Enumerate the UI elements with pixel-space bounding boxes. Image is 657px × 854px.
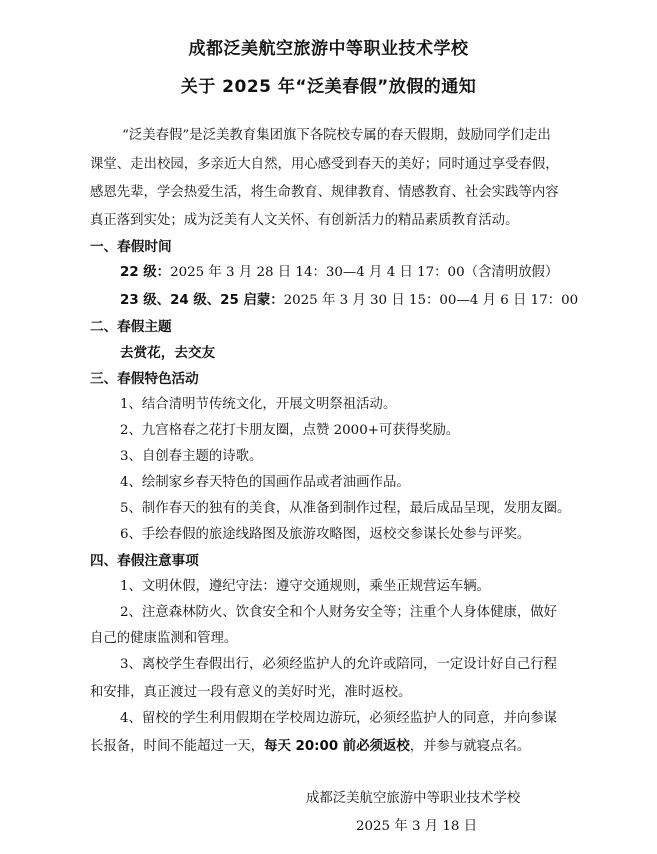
activity-item-1: 1、结合清明节传统文化，开展文明祭祖活动。	[120, 397, 397, 412]
note-item-3-line-2: 和安排，真正渡过一段有意义的美好时光，准时返校。	[90, 685, 412, 700]
note-item-2-line-1: 2、注意森林防火、饮食安全和个人财务安全等；注重个人身体健康，做好	[120, 605, 558, 620]
note-item-4-text-post: ，并参与就寝点名。	[409, 739, 531, 754]
signature-org: 成都泛美航空旅游中等职业技术学校	[306, 791, 521, 806]
activity-item-3: 3、自创春主题的诗歌。	[120, 449, 263, 464]
title-school: 成都泛美航空旅游中等职业技术学校	[188, 39, 469, 59]
intro-line-1: “泛美春假”是泛美教育集团旗下各院校专属的春天假期，鼓励同学们走出	[122, 128, 551, 143]
schedule-label-23-24-25: 23 级、24 级、25 启蒙：	[120, 293, 284, 308]
note-item-4-deadline: 每天 20:00 前必须返校	[264, 739, 410, 754]
section-heading-activities: 三、春假特色活动	[90, 371, 199, 387]
activity-item-6: 6、手绘春假的旅途线路图及旅游攻略图，返校交参谋长处参与评奖。	[120, 527, 531, 542]
activity-item-4: 4、绘制家乡春天特色的国画作品或者油画作品。	[120, 475, 410, 490]
section-heading-time: 一、春假时间	[90, 239, 172, 255]
section-heading-notes: 四、春假注意事项	[90, 553, 199, 569]
intro-line-2: 课堂、走出校园，多亲近大自然，用心感受到春天的美好；同时通过享受春假，	[90, 157, 559, 172]
signature-date: 2025 年 3 月 18 日	[356, 819, 478, 834]
note-item-4-text-pre: 长报备，时间不能超过一天，	[90, 739, 265, 754]
note-item-4-line-1: 4、留校的学生利用假期在学校周边游玩，必须经监护人的同意，并向参谋	[120, 711, 558, 726]
schedule-label-22: 22 级：	[120, 265, 171, 280]
title-notice: 关于 2025 年“泛美春假”放假的通知	[180, 77, 477, 97]
activity-item-5: 5、制作春天的独有的美食，从准备到制作过程，最后成品呈现，发朋友圈。	[120, 501, 571, 516]
section-heading-theme: 二、春假主题	[90, 319, 172, 335]
intro-line-3: 感恩先辈，学会热爱生活，将生命教育、规律教育、情感教育、社会实践等内容	[90, 185, 559, 200]
note-item-4-line-2	[90, 738, 530, 756]
note-item-3-line-1: 3、离校学生春假出行，必须经监护人的允许或陪同，一定设计好自己行程	[120, 657, 558, 672]
schedule-row-22	[120, 264, 558, 282]
note-item-2-line-2: 自己的健康监测和管理。	[90, 631, 238, 646]
schedule-text-23-24-25: 2025 年 3 月 30 日 15：00—4 月 6 日 17：00	[283, 293, 579, 308]
activity-item-2: 2、九宫格春之花打卡朋友圈，点赞 2000+可获得奖励。	[120, 423, 460, 438]
schedule-text-22: 2025 年 3 月 28 日 14：30—4 月 4 日 17：00（含清明放假）	[170, 265, 559, 280]
schedule-row-23-24-25	[120, 292, 578, 310]
note-item-1: 1、文明休假，遵纪守法：遵守交通规则，乘坐正规营运车辆。	[120, 579, 491, 594]
theme-text: 去赏花，去交友	[120, 345, 216, 361]
intro-line-4: 真正落到实处；成为泛美有人文关怀、有创新活力的精品素质教育活动。	[90, 213, 519, 228]
